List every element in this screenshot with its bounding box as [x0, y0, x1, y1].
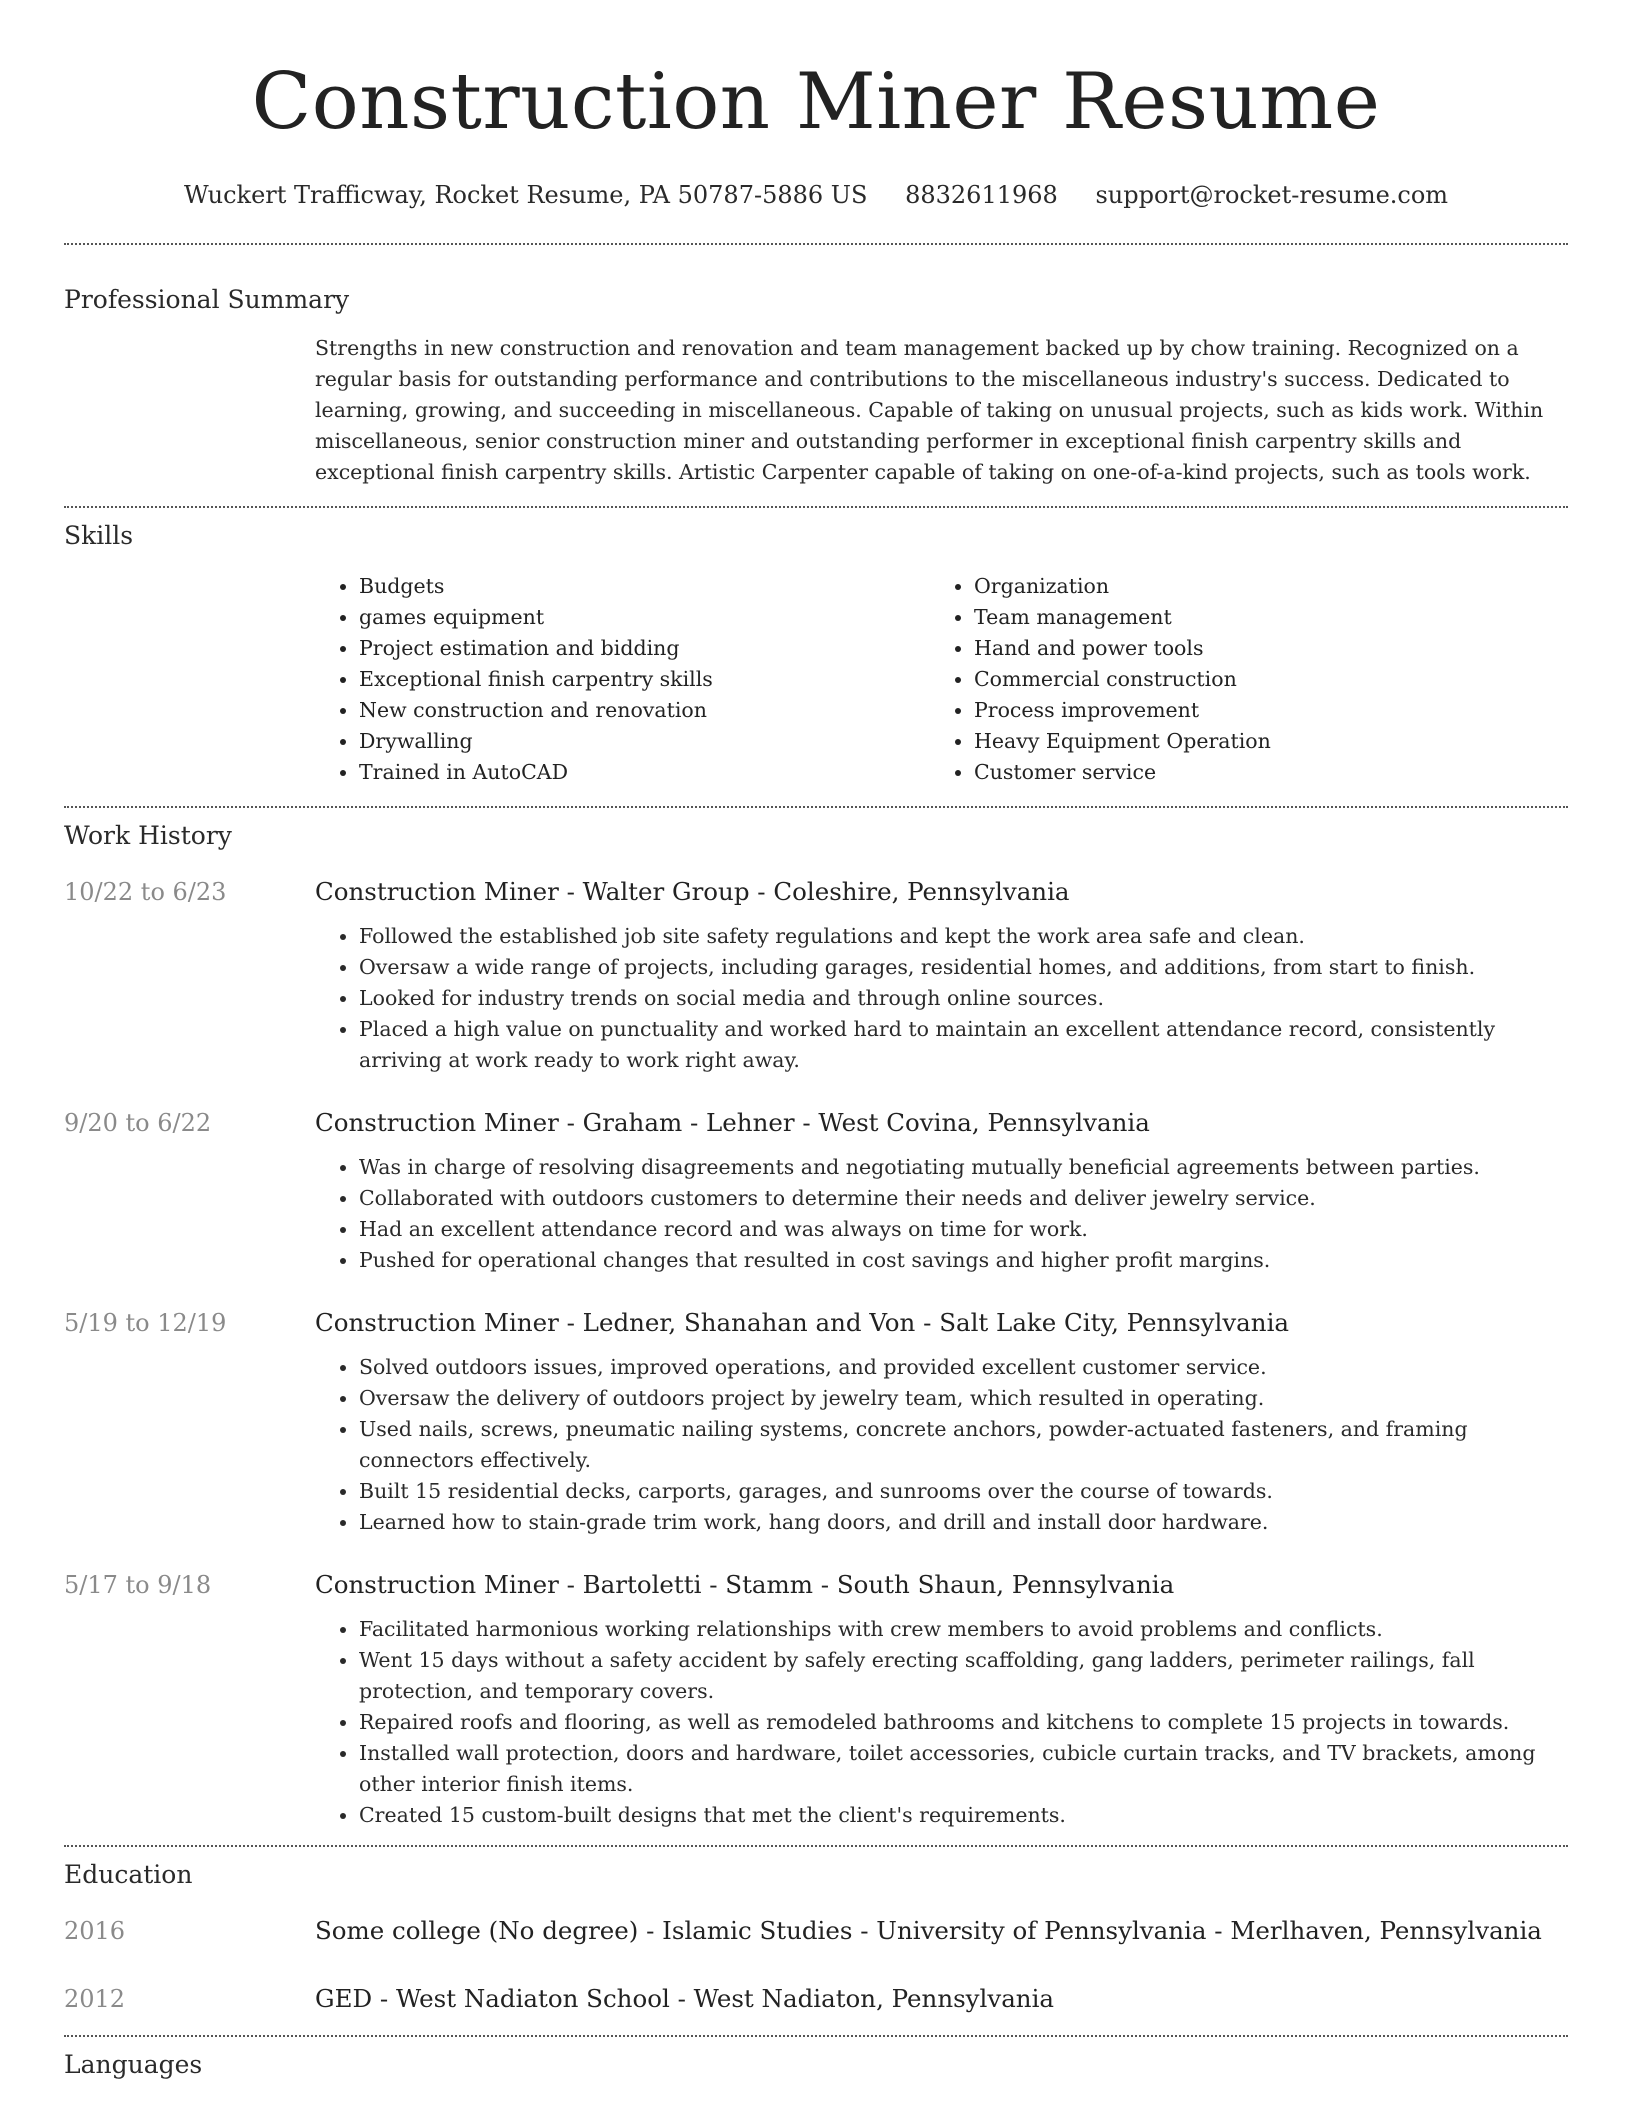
job-dates: 5/17 to 9/18: [64, 1571, 212, 1599]
skill-item: • Project estimation and bidding: [359, 633, 930, 664]
education-entry: [64, 1982, 1568, 2016]
job-title: Construction Miner - Walter Group - Coleshire, Pennsylvania: [315, 877, 1070, 906]
skill-item: • games equipment: [359, 602, 930, 633]
skills-section: [64, 519, 1568, 788]
summary-section: [64, 283, 1568, 488]
job-details: [315, 875, 1568, 1076]
job-bullet: • Installed wall protection, doors and hardware, toilet accessories, cubicle curtain tracks, and TV brackets, among other interior finish items.: [359, 1738, 1568, 1800]
job-bullet: • Had an excellent attendance record and was always on time for work.: [359, 1214, 1568, 1245]
job-title: Construction Miner - Ledner, Shanahan and Von - Salt Lake City, Pennsylvania: [315, 1308, 1290, 1337]
skill-item: • Drywalling: [359, 726, 930, 757]
languages-section: [64, 2048, 1568, 2082]
job-bullet: • Placed a high value on punctuality and worked hard to maintain an excellent attendance record, consistently arriving at work ready to work right away.: [359, 1014, 1568, 1076]
skill-item: • Team management: [974, 602, 1504, 633]
languages-heading: Languages: [64, 2050, 203, 2079]
contact-email: support@rocket-resume.com: [1095, 181, 1449, 209]
work-history-heading: Work History: [64, 821, 232, 850]
skills-column-right: [930, 571, 1504, 788]
job-entry: [64, 1106, 1568, 1276]
job-bullets: [315, 1352, 1568, 1538]
skill-item: • Heavy Equipment Operation: [974, 726, 1504, 757]
job-bullet: • Collaborated with outdoors customers to determine their needs and deliver jewelry service.: [359, 1183, 1568, 1214]
job-title: Construction Miner - Bartoletti - Stamm - South Shaun, Pennsylvania: [315, 1570, 1175, 1599]
job-bullet: • Followed the established job site safety regulations and kept the work area safe and clean.: [359, 921, 1568, 952]
skill-item: • Commercial construction: [974, 664, 1504, 695]
resume-title: Construction Miner Resume: [251, 57, 1381, 147]
job-dates: 5/19 to 12/19: [64, 1309, 227, 1337]
skill-item: • Hand and power tools: [974, 633, 1504, 664]
skill-item: • New construction and renovation: [359, 695, 930, 726]
summary-divider: [64, 506, 1568, 508]
header-divider: [64, 243, 1568, 245]
job-bullet: • Built 15 residential decks, carports, garages, and sunrooms over the course of towards.: [359, 1476, 1568, 1507]
contact-phone: 8832611968: [905, 181, 1058, 209]
job-details: [315, 1568, 1568, 1831]
job-bullets: [315, 1614, 1568, 1831]
job-bullet: • Solved outdoors issues, improved operations, and provided excellent customer service.: [359, 1352, 1568, 1383]
work-history-section: [64, 819, 1568, 1831]
job-bullet: • Pushed for operational changes that resulted in cost savings and higher profit margins.: [359, 1245, 1568, 1276]
education-title: Some college (No degree) - Islamic Studies - University of Pennsylvania - Merlhaven, Pennsylvania: [315, 1916, 1542, 1945]
job-dates: 9/20 to 6/22: [64, 1109, 212, 1137]
job-dates: 10/22 to 6/23: [64, 878, 227, 906]
job-bullet: • Oversaw the delivery of outdoors project by jewelry team, which resulted in operating.: [359, 1383, 1568, 1414]
skills-list: [315, 571, 1568, 788]
job-title: Construction Miner - Graham - Lehner - West Covina, Pennsylvania: [315, 1108, 1150, 1137]
work-divider: [64, 1845, 1568, 1847]
education-divider: [64, 2035, 1568, 2037]
job-entry: [64, 1306, 1568, 1538]
job-bullet: • Repaired roofs and flooring, as well as remodeled bathrooms and kitchens to complete 15 projects in towards.: [359, 1707, 1568, 1738]
job-bullets: [315, 1152, 1568, 1276]
job-bullet: • Oversaw a wide range of projects, including garages, residential homes, and additions, from start to finish.: [359, 952, 1568, 983]
skill-item: • Organization: [974, 571, 1504, 602]
skill-item: • Process improvement: [974, 695, 1504, 726]
skill-item: • Budgets: [359, 571, 930, 602]
resume-page: [64, 0, 1568, 2082]
job-entry: [64, 875, 1568, 1076]
contact-line: [64, 178, 1568, 212]
job-entry: [64, 1568, 1568, 1831]
job-details: [315, 1106, 1568, 1276]
skills-column-left: [315, 571, 930, 788]
skill-item: • Exceptional finish carpentry skills: [359, 664, 930, 695]
job-bullet: • Looked for industry trends on social media and through online sources.: [359, 983, 1568, 1014]
job-bullet: • Used nails, screws, pneumatic nailing systems, concrete anchors, powder-actuated fasteners, and framing connectors effectively.: [359, 1414, 1568, 1476]
job-bullet: • Was in charge of resolving disagreements and negotiating mutually beneficial agreements between parties.: [359, 1152, 1568, 1183]
job-bullets: [315, 921, 1568, 1076]
education-entry: [64, 1914, 1568, 1948]
skills-divider: [64, 806, 1568, 808]
skill-item: • Customer service: [974, 757, 1504, 788]
job-details: [315, 1306, 1568, 1538]
job-bullet: • Learned how to stain-grade trim work, hang doors, and drill and install door hardware.: [359, 1507, 1568, 1538]
skill-item: • Trained in AutoCAD: [359, 757, 930, 788]
job-bullet: • Went 15 days without a safety accident by safely erecting scaffolding, gang ladders, perimeter railings, fall protection, and temporary covers.: [359, 1645, 1568, 1707]
job-bullet: • Facilitated harmonious working relationships with crew members to avoid problems and conflicts.: [359, 1614, 1568, 1645]
education-title: GED - West Nadiaton School - West Nadiaton, Pennsylvania: [315, 1984, 1055, 2013]
education-heading: Education: [64, 1860, 193, 1889]
contact-address: Wuckert Trafficway, Rocket Resume, PA 50787-5886 US: [183, 181, 868, 209]
summary-text: Strengths in new construction and renovation and team management backed up by chow training. Recognized on a regular basis for outstanding performance and contributions to the miscellaneous industry's success. Dedicated to learning, growing, and succeeding in miscellaneous. Capable of taking on unusual projects, such as kids work. Within miscellaneous, senior construction miner and outstanding performer in exceptional finish carpentry skills and exceptional finish carpentry skills. Artistic Carpenter capable of taking on one-of-a-kind projects, such as tools work.: [315, 336, 1544, 484]
summary-heading: Professional Summary: [64, 285, 350, 314]
education-year: 2016: [64, 1917, 126, 1945]
education-section: [64, 1858, 1568, 2016]
job-bullet: • Created 15 custom-built designs that met the client's requirements.: [359, 1800, 1568, 1831]
skills-heading: Skills: [64, 521, 134, 550]
education-year: 2012: [64, 1985, 126, 2013]
